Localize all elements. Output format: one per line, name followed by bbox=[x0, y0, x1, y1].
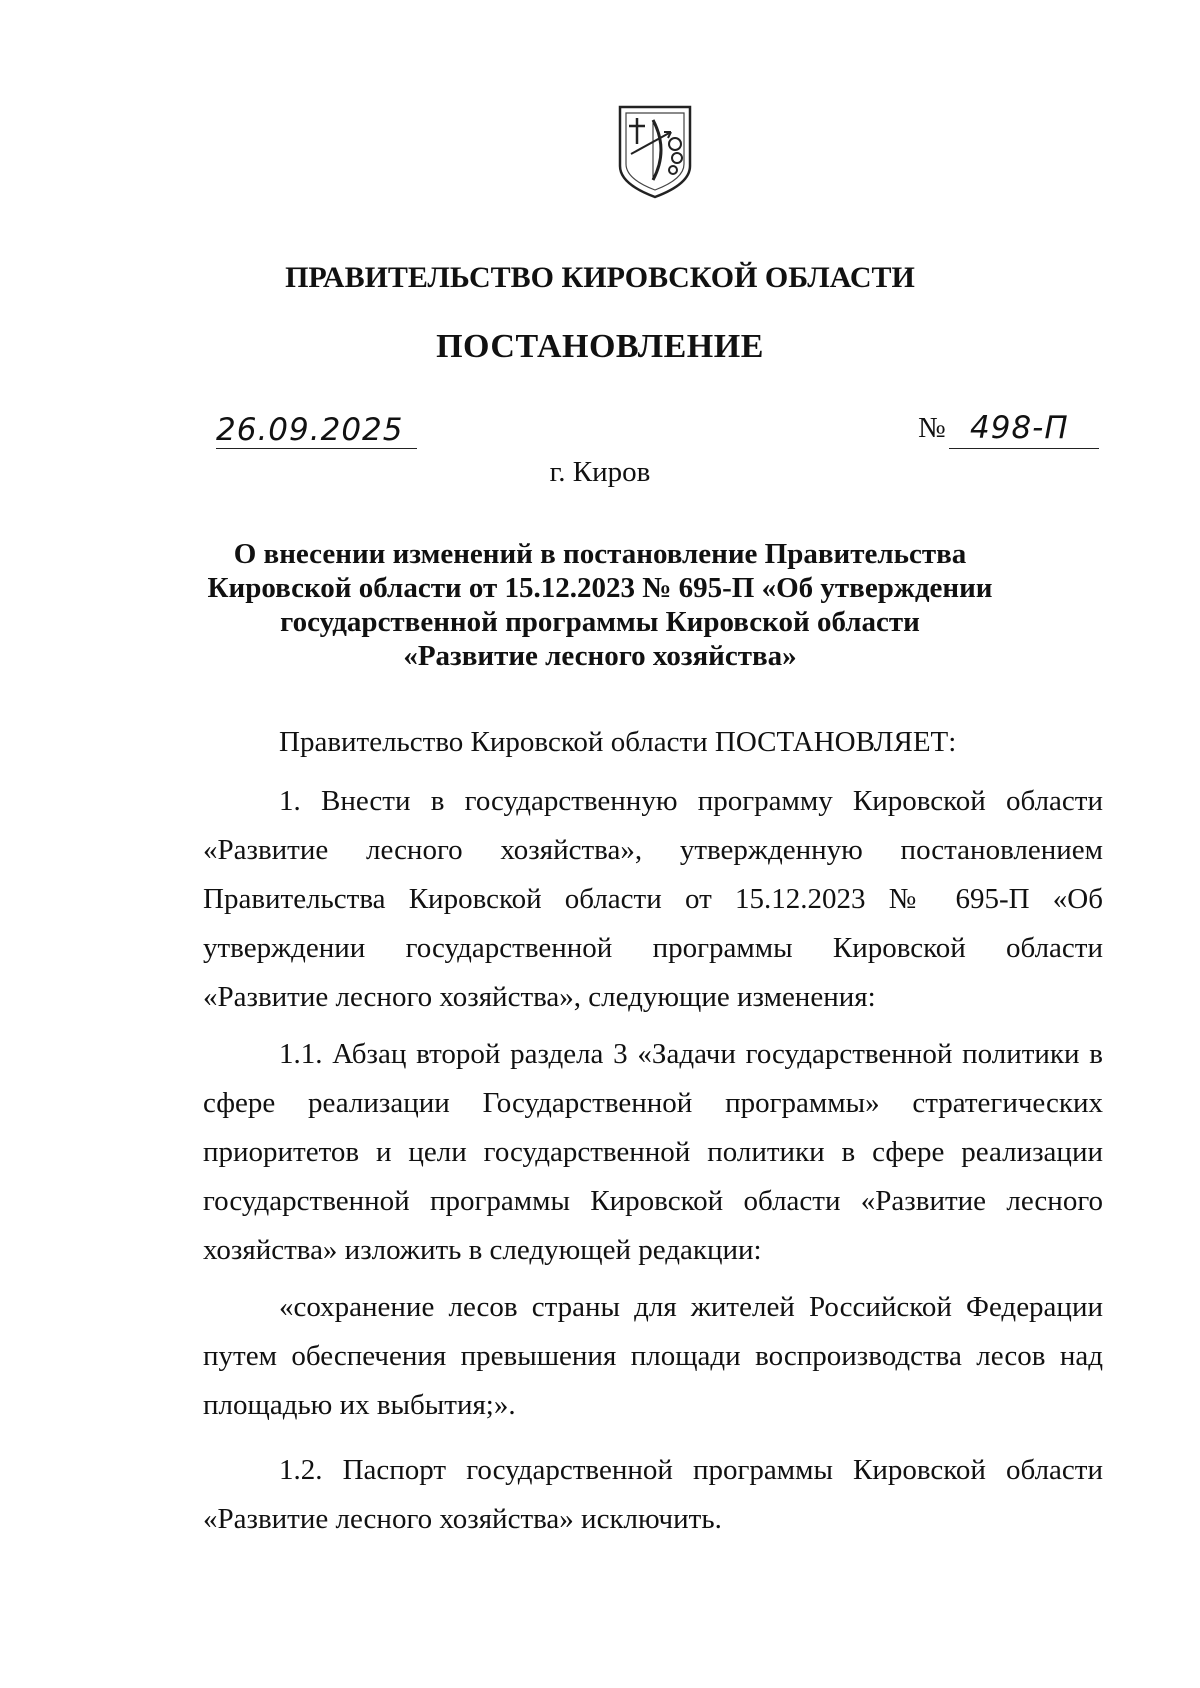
title-line: «Развитие лесного хозяйства» bbox=[403, 640, 797, 672]
paragraph-1: 1. Внести в государственную программу Кировской области «Развитие лесного хозяйства», утвержденную постановлением Правительства Кировской области от 15.12.2023 № 695-П «Об утверждении государственной программы Кировской области «Развитие лесного хозяйства», следующие изменения: bbox=[203, 785, 1103, 1013]
city-label: г. Киров bbox=[549, 456, 651, 488]
preamble-paragraph: Правительство Кировской области ПОСТАНОВЛЯЕТ: bbox=[279, 726, 957, 758]
number-value: 498-П bbox=[970, 410, 1069, 446]
title-line: государственной программы Кировской области bbox=[280, 606, 920, 638]
coat-of-arms-icon bbox=[617, 104, 693, 200]
paragraph-1-1: 1.1. Абзац второй раздела 3 «Задачи государственной политики в сфере реализации Государственной программы» стратегических приоритетов и цели государственной политики в сфере реализации государственной программы Кировской области «Развитие лесного хозяйства» изложить в следующей редакции: bbox=[203, 1038, 1103, 1266]
document-date: 26.09.2025 bbox=[216, 412, 404, 448]
number-underline bbox=[949, 448, 1099, 449]
document-title bbox=[180, 537, 1020, 673]
document-body bbox=[203, 718, 1103, 1544]
document-type-heading: ПОСТАНОВЛЕНИЕ bbox=[436, 328, 764, 365]
organization-heading: ПРАВИТЕЛЬСТВО КИРОВСКОЙ ОБЛАСТИ bbox=[285, 261, 915, 294]
title-line: Кировской области от 15.12.2023 № 695-П «Об утверждении bbox=[207, 572, 993, 604]
paragraph-1-2: 1.2. Паспорт государственной программы Кировской области «Развитие лесного хозяйства» исключить. bbox=[203, 1454, 1103, 1535]
date-underline bbox=[216, 448, 417, 449]
paragraph-quote: «сохранение лесов страны для жителей Российской Федерации путем обеспечения превышения площади воспроизводства лесов над площадью их выбытия;». bbox=[203, 1291, 1103, 1421]
number-sign: № bbox=[918, 412, 946, 444]
title-line: О внесении изменений в постановление Правительства bbox=[233, 538, 967, 570]
